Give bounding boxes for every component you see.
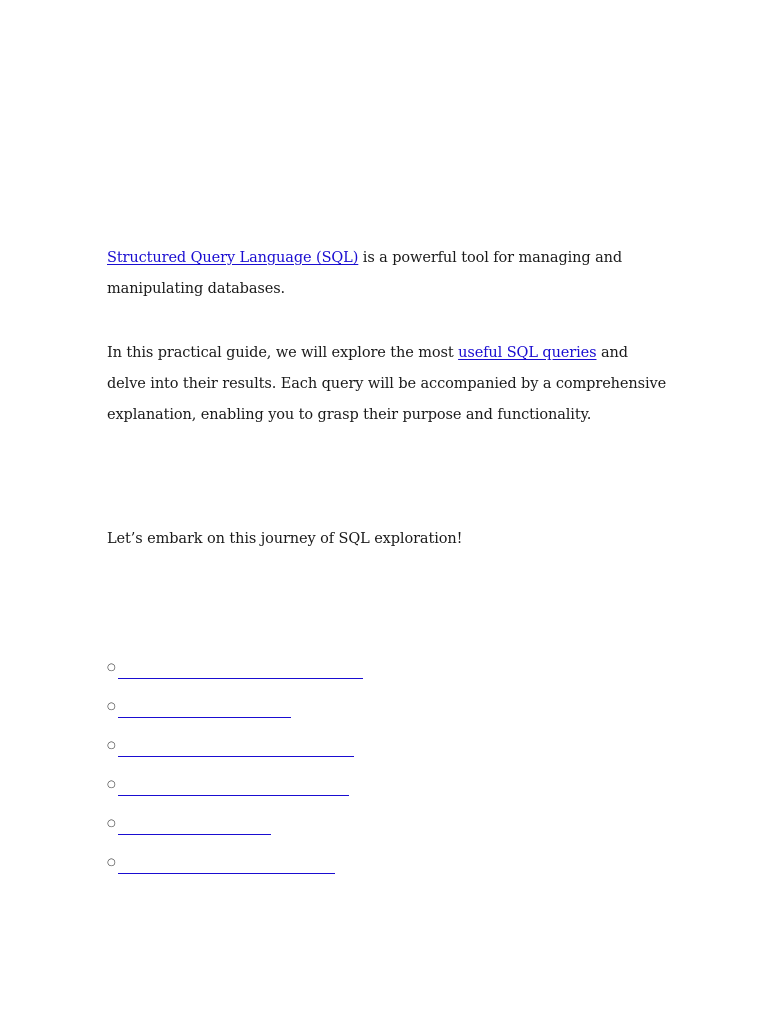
useful-sql-queries-link[interactable]: useful SQL queries: [458, 345, 597, 361]
toc-link[interactable]: [118, 853, 335, 874]
intro-paragraph: [107, 243, 667, 305]
bullet-icon: ○: [107, 740, 116, 751]
toc-link[interactable]: [118, 814, 271, 835]
bullet-icon: ○: [107, 818, 116, 829]
toc-item: [107, 736, 363, 775]
bullet-icon: ○: [107, 701, 116, 712]
intro-text: is a powerful tool for managing and manipulating databases.: [107, 250, 623, 297]
toc-link[interactable]: [118, 775, 349, 796]
toc-link[interactable]: [118, 736, 354, 757]
toc-item: [107, 775, 363, 814]
guide-text-after: and delve into their results. Each query will be accompanied by a comprehensive explanation, enabling you to grasp their purpose and functionality.: [107, 345, 667, 423]
closing-paragraph: Let’s embark on this journey of SQL exploration!: [107, 531, 463, 547]
toc-item: [107, 697, 363, 736]
bullet-icon: ○: [107, 662, 116, 673]
table-of-contents: [107, 658, 363, 892]
toc-link[interactable]: [118, 697, 291, 718]
toc-item: [107, 853, 363, 892]
sql-link[interactable]: Structured Query Language (SQL): [107, 250, 359, 266]
toc-link[interactable]: [118, 658, 363, 679]
toc-item: [107, 658, 363, 697]
guide-text-before: In this practical guide, we will explore the most: [107, 345, 459, 361]
bullet-icon: ○: [107, 857, 116, 868]
bullet-icon: ○: [107, 779, 116, 790]
toc-item: [107, 814, 363, 853]
guide-paragraph: [107, 338, 667, 431]
